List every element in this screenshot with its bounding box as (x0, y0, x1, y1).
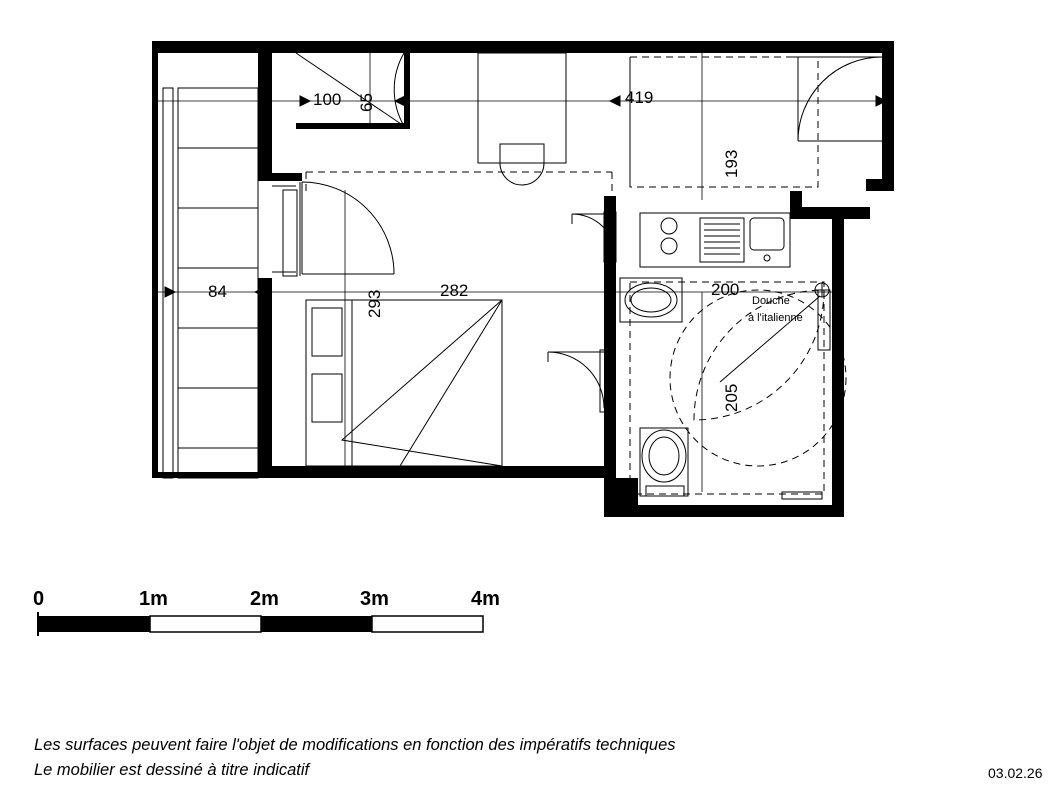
dimension-200: 200 (711, 280, 740, 299)
door-top-right (792, 57, 882, 141)
dimension-193: 193 (722, 149, 741, 178)
disclaimer-line-2: Le mobilier est dessiné à titre indicatif (34, 761, 310, 779)
kitchen-counter (640, 213, 790, 267)
dimension-100: 100 (313, 90, 342, 109)
scale-label-1m: 1m (139, 588, 168, 610)
bed (306, 300, 502, 466)
scale-label-2m: 2m (250, 588, 279, 610)
scale-label-0: 0 (33, 588, 45, 610)
dimension-84: 84 (208, 282, 227, 301)
scale-bar (38, 612, 483, 636)
scale-label-4m: 4m (471, 588, 500, 610)
dimension-65: 65 (357, 93, 376, 112)
closet-top (478, 53, 566, 185)
shower-label-line1: Douche (752, 295, 790, 307)
disclaimer-line-1: Les surfaces peuvent faire l'objet de modifications en fonction des impératifs techniques (34, 736, 676, 754)
dimension-205: 205 (722, 383, 741, 412)
dimension-293: 293 (365, 289, 384, 318)
scale-label-3m: 3m (360, 588, 389, 610)
dimension-282: 282 (440, 281, 469, 300)
dimension-419: 419 (625, 88, 654, 107)
corridor-dashed (306, 172, 612, 196)
door-entry-left (283, 182, 394, 276)
walls (152, 41, 894, 517)
plan-date: 03.02.26 (988, 765, 1043, 781)
shower-label-line2: à l'italienne (748, 312, 803, 324)
toilet (640, 428, 688, 496)
washbasin (620, 278, 682, 322)
window-left (272, 186, 296, 272)
